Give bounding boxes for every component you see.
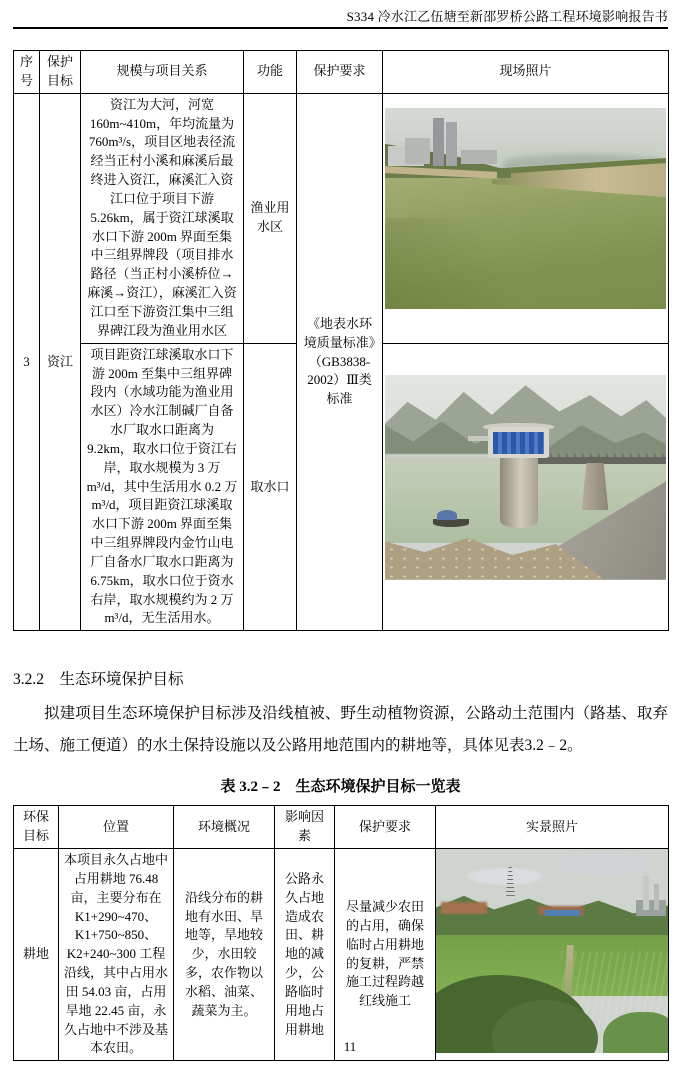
highrise-building bbox=[433, 118, 444, 166]
table-row bbox=[14, 849, 669, 1061]
blue-roof-building bbox=[545, 910, 580, 916]
page-number: 11 bbox=[343, 1039, 357, 1054]
cell-location: 本项目永久占地中占用耕地 76.48 亩，主要分布在 K1+290~470、K1+750~850、K2+240~300 工程沿线，其中占用水田 54.03 亩，占用旱地 22.45 亩，永久占地中不涉及基本农田。 bbox=[59, 849, 174, 1061]
intake-tower-glass bbox=[493, 432, 544, 454]
col-header-overview: 环境概况 bbox=[174, 806, 275, 849]
intake-tower-base bbox=[500, 455, 538, 529]
col-header-photos: 现场照片 bbox=[383, 51, 669, 94]
col-header-eco-target: 环保目标 bbox=[14, 806, 59, 849]
photo-farmland bbox=[436, 849, 668, 1053]
cell-requirement2: 尽量减少农田的占用，确保临时占用耕地的复耕，严禁施工过程跨越红线施工 bbox=[335, 849, 436, 1061]
col-header-function: 功能 bbox=[244, 51, 297, 94]
access-bridge bbox=[534, 457, 666, 463]
highrise-building bbox=[446, 122, 457, 166]
building bbox=[405, 138, 430, 164]
cell-function-intake: 取水口 bbox=[244, 343, 297, 631]
col-header-seq: 序号 bbox=[14, 51, 40, 94]
small-boat bbox=[433, 519, 470, 526]
cell-impact: 公路永久占地造成农田、耕地的减少，公路临时用地占用耕地 bbox=[275, 849, 335, 1061]
chimney bbox=[654, 884, 659, 911]
section-paragraph: 拟建项目生态环境保护目标涉及沿线植被、野生动植物资源，公路动土范围内（路基、取弃土场、施工便道）的水土保持设施以及公路用地范围内的耕地等，具体见表3.2﹣2。 bbox=[13, 705, 668, 755]
table-row bbox=[14, 93, 669, 343]
cell-seq: 3 bbox=[14, 93, 40, 631]
cell-requirement: 《地表水环境质量标准》（GB3838-2002）Ⅲ类标准 bbox=[297, 93, 383, 631]
cell-target: 资江 bbox=[40, 93, 81, 631]
col-header-impact: 影响因素 bbox=[275, 806, 335, 849]
surface-water-protection-table bbox=[13, 50, 669, 631]
cell-scale-fishery: 资江为大河，河宽160m~410m，年均流量为 760m³/s，项目区地表径流经当正村小溪和麻溪后最终进入资江，麻溪汇入资江口位于项目下游 5.26km，属于资江球溪取水口下游 200m 界面至集中三组界牌段（项目排水路径（当正村小溪桥位→麻溪→资江），麻溪汇入资江口至下游资江集中三组界碑江段为渔业用水区 bbox=[81, 93, 244, 343]
ecology-protection-table bbox=[13, 805, 669, 1061]
col-header-requirement: 保护要求 bbox=[297, 51, 383, 94]
water-shade bbox=[385, 218, 540, 308]
table1-header-row bbox=[14, 51, 669, 94]
col-header-location: 位置 bbox=[59, 806, 174, 849]
col-header-photo2: 实景照片 bbox=[436, 806, 669, 849]
cell-scale-intake: 项目距资江球溪取水口下游 200m 至集中三组界碑段内（水域功能为渔业用水区）冷水江制碱厂自备水厂取水口距离为 9.2km，取水口位于资江右岸，取水规模为 3 万 m³/d，其中生活用水 0.2 万 m³/d，项目距资江球溪取水口下游 200m 界面至集中三组界牌段内金竹山电厂自备水厂取水口距离为 6.75km，取水口位于资水右岸，取水规模约为 2 万 m³/d，无生活用水。 bbox=[81, 343, 244, 631]
section-heading: 3.2.2 生态环境保护目标 bbox=[13, 671, 184, 689]
chimney bbox=[643, 876, 649, 911]
tower-platform bbox=[468, 436, 489, 441]
col-header-target: 保护目标 bbox=[40, 51, 81, 94]
factory-building bbox=[636, 900, 666, 916]
table2-header-row bbox=[14, 806, 669, 849]
photo-zijiang-river bbox=[385, 108, 666, 309]
photo-water-intake-tower bbox=[385, 375, 666, 580]
table2-title: 表 3.2﹣2 生态环境保护目标一览表 bbox=[220, 779, 461, 796]
cell-function-fishery: 渔业用水区 bbox=[244, 93, 297, 343]
bare-soil bbox=[441, 902, 487, 914]
report-page bbox=[0, 6, 700, 1067]
col-header-requirement2: 保护要求 bbox=[335, 806, 436, 849]
cell-photo-intake bbox=[383, 343, 669, 631]
running-header: S334 冷水江乙伍塘至新邵罗桥公路工程环境影响报告书 bbox=[13, 6, 668, 29]
building bbox=[461, 150, 498, 164]
cell-eco-target: 耕地 bbox=[14, 849, 59, 1061]
cell-photo-farmland bbox=[436, 849, 669, 1061]
col-header-scale: 规模与项目关系 bbox=[81, 51, 244, 94]
cell-photo-river bbox=[383, 93, 669, 343]
cell-overview: 沿线分布的耕地有水田、旱地等，旱地较少，水田较多，农作物以水稻、油菜、蔬菜为主。 bbox=[174, 849, 275, 1061]
